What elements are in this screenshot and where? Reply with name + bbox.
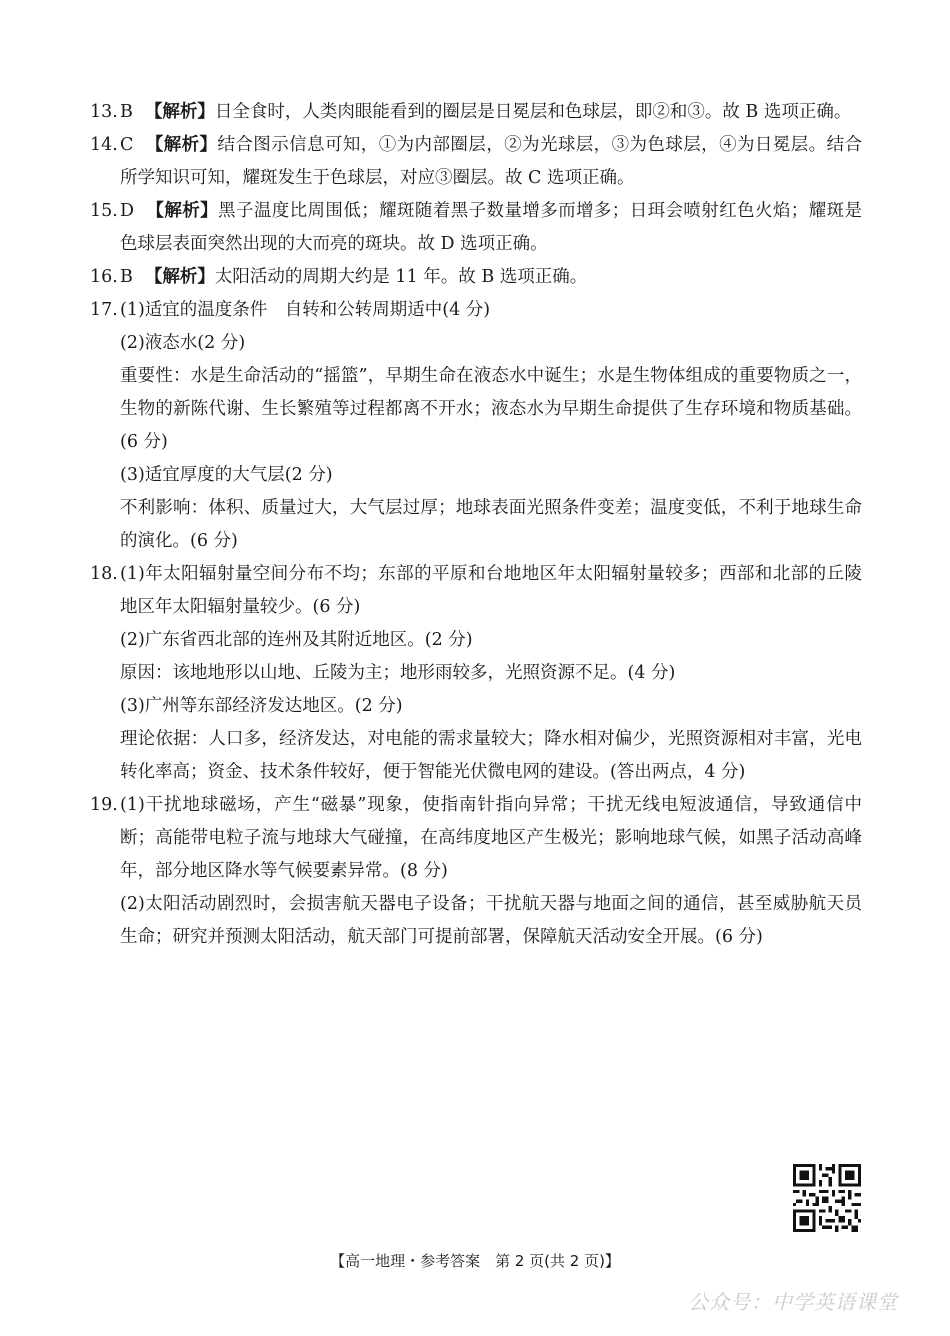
answer-line: (3)适宜厚度的大气层(2 分) [120, 465, 333, 485]
watermark-text: 公众号：中学英语课堂 [688, 1290, 898, 1314]
answer-choice: C [120, 135, 134, 155]
question-number: 13. [90, 102, 118, 122]
analysis-text: 太阳活动的周期大约是 11 年。故 B 选项正确。 [214, 267, 588, 287]
analysis-tag: 【解析】 [144, 102, 215, 122]
question-number: 17. [90, 300, 118, 320]
analysis-text: 日全食时，人类肉眼能看到的圈层是日冕层和色球层，即②和③。故 B 选项正确。 [214, 102, 852, 122]
qr-code-icon [793, 1164, 861, 1232]
answer-line: (2)液态水(2 分) [120, 333, 246, 353]
answer-item-16 [90, 261, 862, 294]
answer-line: (2)太阳活动剧烈时，会损害航天器电子设备；干扰航天器与地面之间的通信，甚至威胁航天员生命；研究并预测太阳活动，航天部门可提前部署，保障航天活动安全开展。(6 分) [120, 894, 862, 947]
question-number: 18. [90, 564, 118, 584]
analysis-tag: 【解析】 [146, 201, 219, 221]
answer-line: 不利影响：体积、质量过大，大气层过厚；地球表面光照条件变差；温度变低，不利于地球生命的演化。(6 分) [120, 498, 862, 551]
question-number: 14. [90, 135, 118, 155]
answer-line: 重要性：水是生命活动的“摇篮”，早期生命在液态水中诞生；水是生物体组成的重要物质之一，生物的新陈代谢、生长繁殖等过程都离不开水；液态水为早期生命提供了生存环境和物质基础。(6 分) [120, 366, 862, 452]
question-number: 19. [90, 795, 118, 815]
answer-line: 理论依据：人口多，经济发达，对电能的需求量较大；降水相对偏少，光照资源相对丰富，光电转化率高；资金、技术条件较好，便于智能光伏微电网的建设。(答出两点，4 分) [120, 729, 862, 782]
analysis-tag: 【解析】 [144, 267, 215, 287]
page-footer: 【高一地理・参考答案 第 2 页(共 2 页)】 [330, 1252, 620, 1270]
answer-item-14 [90, 129, 862, 195]
answer-line: (1)适宜的温度条件 自转和公转周期适中(4 分) [120, 300, 491, 320]
answer-list [90, 96, 862, 954]
answer-choice: B [120, 267, 133, 287]
answer-item-18 [90, 558, 862, 789]
question-number: 15. [90, 201, 118, 221]
answer-item-13 [90, 96, 862, 129]
answer-line: (1)干扰地球磁场，产生“磁暴”现象，使指南针指向异常；干扰无线电短波通信，导致通信中断；高能带电粒子流与地球大气碰撞，在高纬度地区产生极光；影响地球气候，如黑子活动高峰年，部分地区降水等气候要素异常。(8 分) [120, 795, 862, 881]
answer-item-15 [90, 195, 862, 261]
question-number: 16. [90, 267, 118, 287]
answer-item-17 [90, 294, 862, 558]
answer-line: 原因：该地地形以山地、丘陵为主；地形雨较多，光照资源不足。(4 分) [120, 663, 676, 683]
analysis-text: 结合图示信息可知，①为内部圈层，②为光球层，③为色球层，④为日冕层。结合所学知识可知，耀斑发生于色球层，对应③圈层。故 C 选项正确。 [120, 135, 862, 188]
answer-line: (2)广东省西北部的连州及其附近地区。(2 分) [120, 630, 473, 650]
answer-choice: B [120, 102, 133, 122]
analysis-tag: 【解析】 [145, 135, 218, 155]
analysis-text: 黑子温度比周围低；耀斑随着黑子数量增多而增多；日珥会喷射红色火焰；耀斑是色球层表面突然出现的大而亮的斑块。故 D 选项正确。 [120, 201, 863, 254]
answer-line: (1)年太阳辐射量空间分布不均；东部的平原和台地地区年太阳辐射量较多；西部和北部的丘陵地区年太阳辐射量较少。(6 分) [120, 564, 862, 617]
answer-item-19 [90, 789, 862, 954]
answer-choice: D [120, 201, 135, 221]
answer-line: (3)广州等东部经济发达地区。(2 分) [120, 696, 403, 716]
